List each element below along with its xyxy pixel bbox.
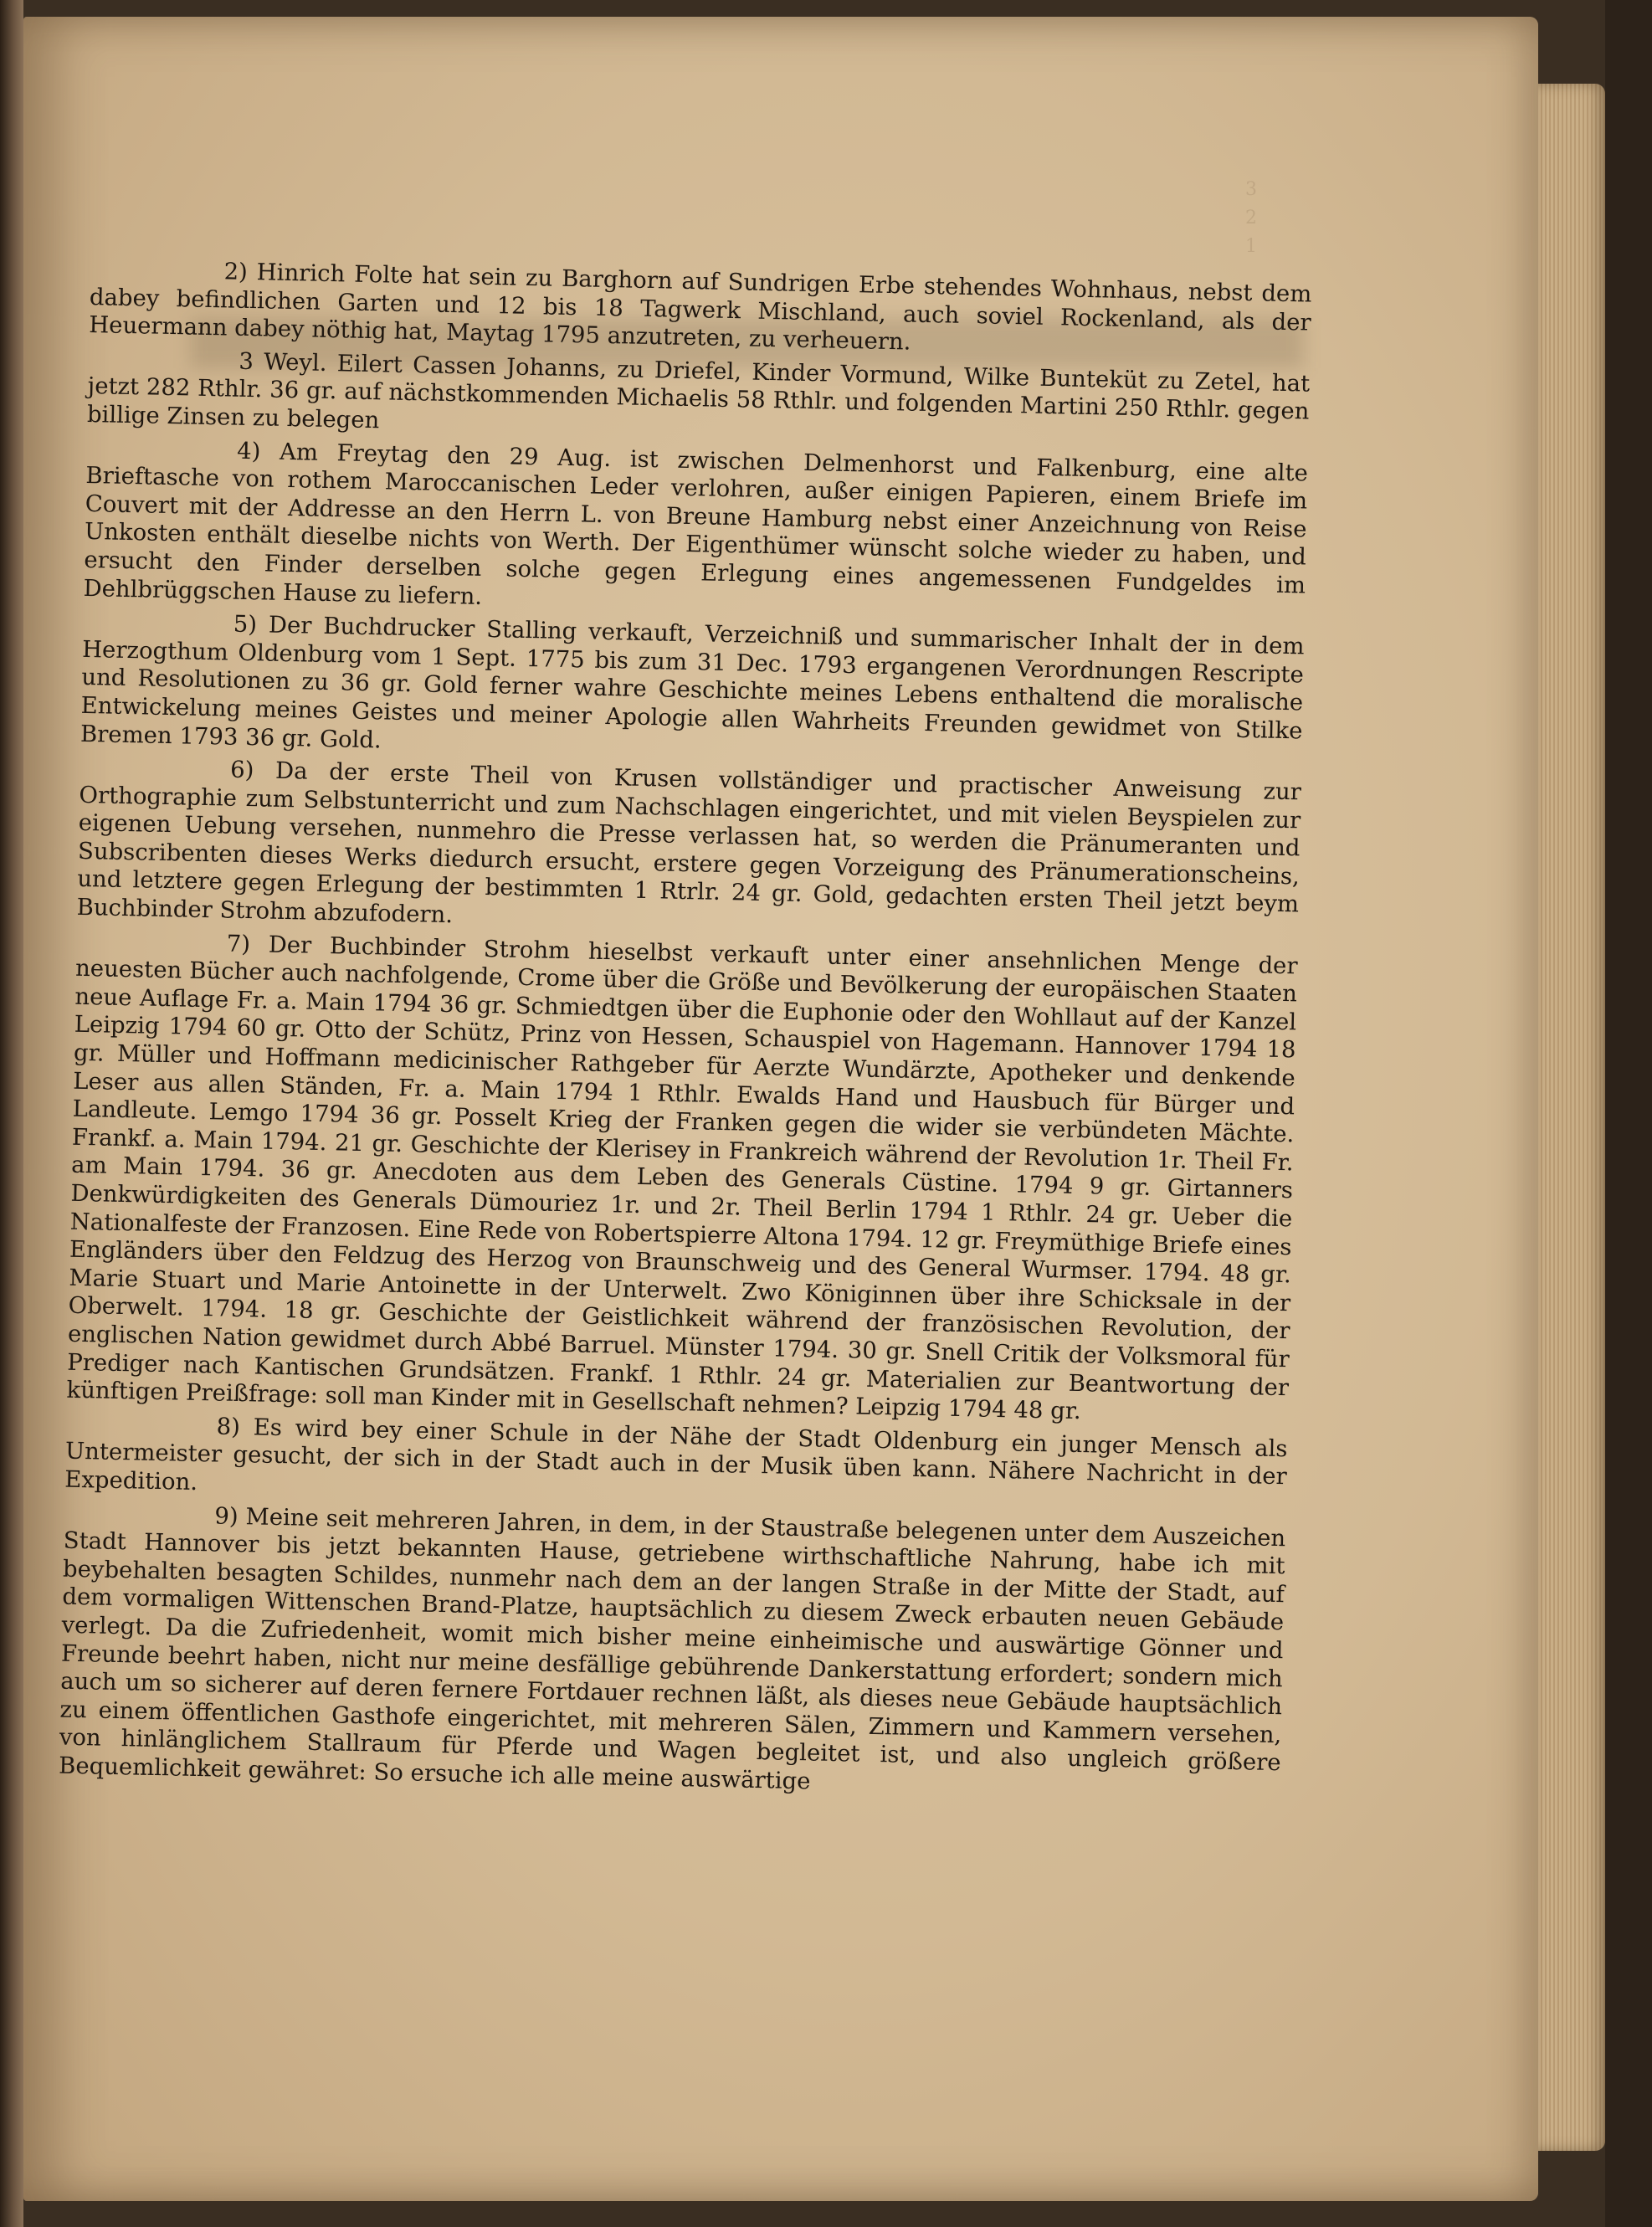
paragraph-7: 7) Der Buchbinder Strohm hieselbst verkauft unter einer ansehnlichen Menge der neuesten Bücher auch nachfolgende, Crome über die Größe und Bevölkerung der europäischen Staaten neue Auflage Fr. a. Main 1794 36 gr. Schmiedtgen über die Euphonie oder den Wohllaut auf der Kanzel Leipzig 1794 60 gr. Otto der Schütz, Prinz von Hessen, Schauspiel von Hagemann. Hannover 1794 18 gr. Müller und Hoffmann medicinischer Rathgeber für Aerzte Wundärzte, Apotheker und denkende Leser aus allen Ständen, Fr. a. Main 1794 1 Rthlr. Ewalds Hand und Hausbuch für Bürger und Landleute. Lemgo 1794 36 gr. Posselt Krieg der Franken gegen die wider sie verbündeten Mächte. Frankf. a. Main 1794. 21 gr. Geschichte der Klerisey in Frankreich während der Revolution 1r. Theil Fr. am Main 1794. 36 gr. Anecdoten aus dem Leben des Generals Cüstine. 1794 9 gr. Girtanners Denkwürdigkeiten des Generals Dümouriez 1r. und 2r. Theil Berlin 1794 1 Rthlr. 24 gr. Ueber die Nationalfeste der Franzosen. Eine Rede von Robertspierre Altona 1794. 12 gr. Freymüthige Briefe eines Engländers über den Feldzug des Herzog von Braunschweig und des General Wurmser. 1794. 48 gr. Marie Stuart und Marie Antoinette in der Unterwelt. Zwo Königinnen über ihre Schicksale in der Oberwelt. 1794. 18 gr. Geschichte der Geistlichkeit während der französischen Revolution, der englischen Nation gewidmet durch Abbé Barruel. Münster 1794. 30 gr. Snell Critik der Volksmoral für Prediger nach Kantischen Grundsätzen. Frankf. 1 Rthlr. 24 gr. Materialien zur Beantwortung der künftigen Preißfrage: soll man Kinder mit in Gesellschaft nehmen? Leipzig 1794 48 gr. bbox=[66, 930, 1298, 1425]
bleed-through-marks bbox=[1245, 176, 1354, 268]
printed-text bbox=[59, 255, 1312, 1811]
paragraph-8: 8) Es wird bey einer Schule in der Nähe der Stadt Oldenburg ein junger Mensch als Untermeister gesucht, der sich in der Stadt auch in der Musik üben kann. Nähere Nachricht in der Expedition. bbox=[64, 1413, 1288, 1496]
book-gutter bbox=[0, 0, 23, 2227]
paragraph-6: 6) Da der erste Theil von Krusen vollständiger und practischer Anweisung zur Orthographie zum Selbstunterricht und zum Nachschlagen eingerichtet, und mit vielen Beyspielen zur eigenen Uebung versehen, nunmehro die Presse verlassen hat, so werden die Pränumeranten und Subscribenten dieses Werks diedurch ersucht, erstere gegen Vorzeigung des Pränumerationscheins, und letztere gegen Erlegung der bestimmten 1 Rtrlr. 24 gr. Gold, gedachten ersten Theil jetzt beym Buchbinder Strohm abzufodern. bbox=[76, 756, 1302, 929]
ghost-mark: 2 bbox=[1245, 208, 1257, 228]
paragraph-9: 9) Meine seit mehreren Jahren, in dem, in der Staustraße belegenen unter dem Auszeichen Stadt Hannover bis jetzt bekannten Hause, getriebene wirthschaftliche Nahrung, habe ich mit beybehalten besagten Schildes, nunmehr nach dem an der langen Straße in der Mitte der Stadt, auf dem vormaligen Wittenschen Brand-Platze, hauptsächlich zu diesem Zweck erbauten neuen Gebäude verlegt. Da die Zufriedenheit, womit mich bisher meine einheimische und auswärtige Gönner und Freunde beehrt haben, nicht nur meine desfällige gebührende Dankerstattung erfordert; sondern mich auch um so sicherer auf deren fernere Fortdauer rechnen läßt, als dieses neue Gebäude hauptsächlich zu einem öffentlichen Gasthofe eingerichtet, mit mehreren Sälen, Zimmern und Kammern versehen, von hinlänglichem Stallraum für Pferde und Wagen begleitet ist, und also ungleich größere Bequemlichkeit gewähret: So ersuche ich alle meine auswärtige bbox=[58, 1501, 1286, 1795]
background-right bbox=[1605, 0, 1652, 2227]
ghost-mark: 1 bbox=[1245, 236, 1257, 257]
ghost-mark: 3 bbox=[1245, 179, 1257, 200]
page-stack-edge bbox=[1538, 84, 1605, 2151]
paragraph-4: 4) Am Freytag den 29 Aug. ist zwischen Delmenhorst und Falkenburg, eine alte Brieftasche von rothem Maroccanischen Leder verlohren, außer einigen Papieren, einem Briefe im Couvert mit der Addresse an den Herrn L. von Breune Hamburg nebst einer Anzeichnung von Reise Unkosten enthält dieselbe nichts von Werth. Der Eigenthümer wünscht solche wieder zu haben, und ersucht den Finder derselben solche gegen Erlegung eines angemessenen Fundgeldes im Dehlbrüggschen Hause zu liefern. bbox=[83, 437, 1309, 610]
book-page bbox=[23, 17, 1538, 2201]
paragraph-2: 2) Hinrich Folte hat sein zu Barghorn auf Sundrigen Erbe stehendes Wohnhaus, nebst dem dabey befindlichen Garten und 12 bis 18 Tagwerk Mischland, auch soviel Rockenland, als der Heuermann dabey nöthig hat, Maytag 1795 anzutreten, zu verheuern. bbox=[88, 258, 1312, 356]
paragraph-5: 5) Der Buchdrucker Stalling verkauft, Verzeichniß und summarischer Inhalt der in dem Herzogthum Oldenburg vom 1 Sept. 1775 bis zum 31 Dec. 1793 ergangenen Verordnungen Rescripte und Resolutionen zu 36 gr. Gold ferner wahre Geschichte meines Lebens enthaltend die moralische Entwickelung meines Geistes und meiner Apologie allen Wahrheits Freunden gewidmet von Stilke Bremen 1793 36 gr. Gold. bbox=[80, 610, 1305, 753]
paragraph-3: 3 Weyl. Eilert Cassen Johanns, zu Driefel, Kinder Vormund, Wilke Bunteküt zu Zetel, hat jetzt 282 Rthlr. 36 gr. auf nächstkommenden Michaelis 58 Rthlr. und folgenden Martini 250 Rthlr. gegen billige Zinsen zu belegen bbox=[86, 347, 1311, 434]
